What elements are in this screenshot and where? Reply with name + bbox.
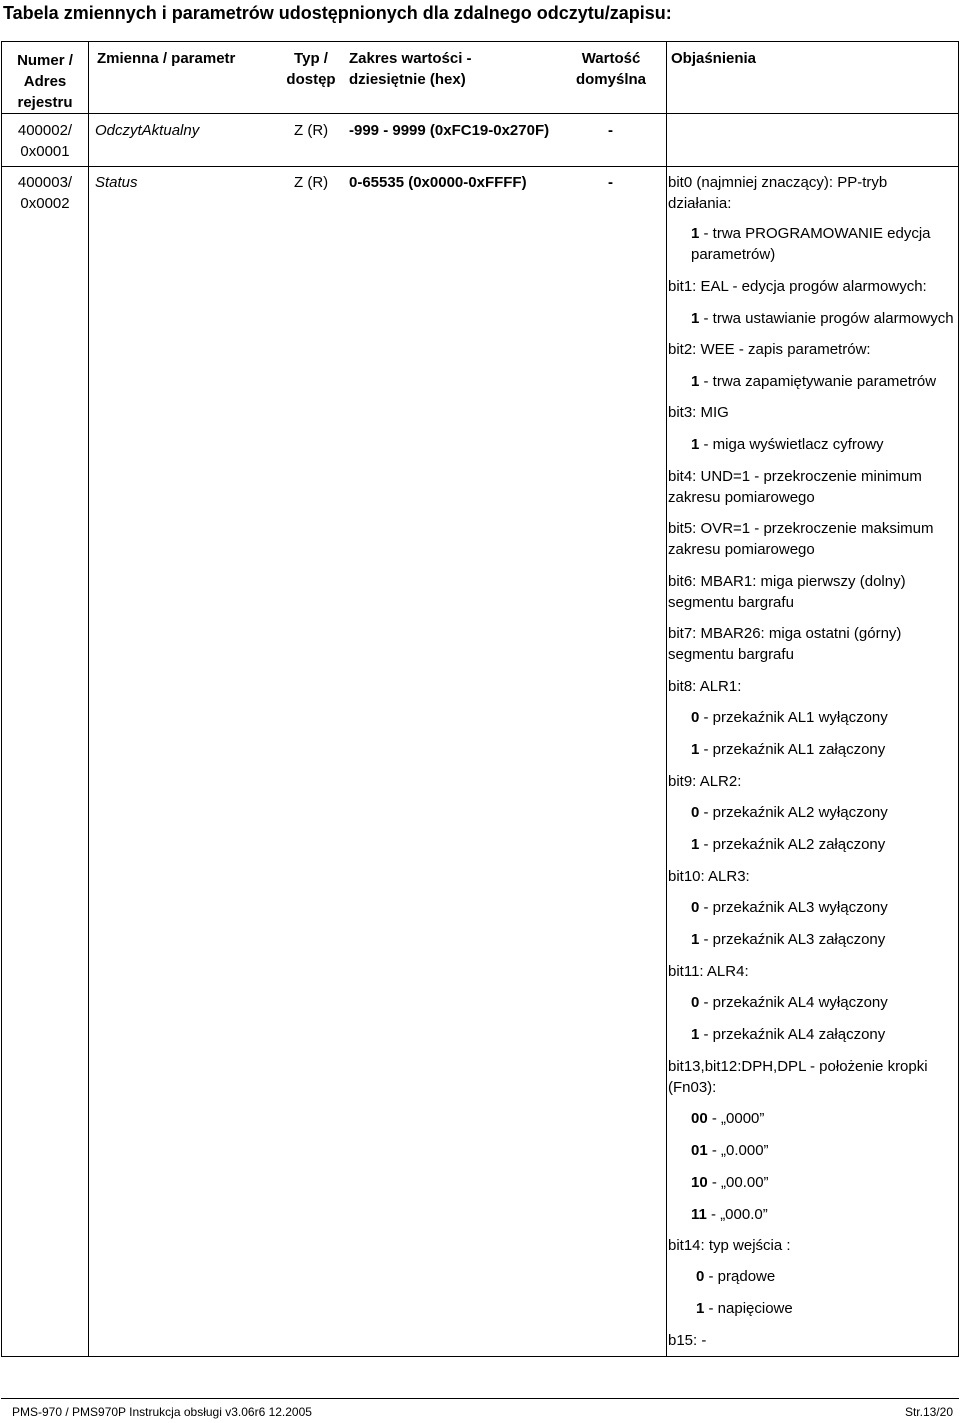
bit-description bbox=[668, 571, 956, 613]
bit-value: 01 bbox=[691, 1142, 708, 1159]
note-line bbox=[691, 223, 960, 244]
note-line: bit8: ALR1: bbox=[668, 678, 742, 695]
note-line bbox=[691, 834, 960, 855]
bit-value: 11 bbox=[691, 1206, 707, 1223]
note-line bbox=[691, 707, 960, 728]
bit-value: 1 bbox=[691, 436, 700, 453]
type-access: Z (R) bbox=[294, 174, 329, 191]
footer-page-number: Str.13/20 bbox=[904, 1405, 953, 1419]
note-line: bit11: ALR4: bbox=[668, 963, 749, 980]
note-line bbox=[696, 1266, 960, 1287]
bit-value: 1 bbox=[691, 373, 700, 390]
bit-value-item bbox=[691, 1108, 960, 1129]
bit-value: 1 bbox=[696, 1300, 705, 1317]
bit-description bbox=[668, 676, 956, 697]
header-type-access: Typ / dostęp bbox=[286, 50, 336, 88]
bit-meaning: - przekaźnik AL3 wyłączony bbox=[699, 899, 888, 916]
header-value-range: Zakres wartości - dziesiętnie (hex) bbox=[349, 50, 472, 88]
bit-description bbox=[668, 466, 956, 508]
bit-value-item bbox=[691, 371, 960, 392]
bit-description bbox=[668, 339, 956, 360]
type-access: Z (R) bbox=[294, 122, 329, 139]
bit-meaning: - trwa PROGRAMOWANIE edycja bbox=[699, 225, 931, 242]
bit-value-item bbox=[691, 223, 960, 265]
bit-value: 0 bbox=[691, 994, 700, 1011]
note-line: bit13,bit12:DPH,DPL - położenie kropki bbox=[668, 1058, 928, 1075]
note-line bbox=[691, 308, 960, 329]
bit-value: 0 bbox=[691, 804, 700, 821]
bit-meaning: - przekaźnik AL3 załączony bbox=[699, 931, 886, 948]
bit-meaning: - przekaźnik AL1 wyłączony bbox=[699, 709, 888, 726]
note-line bbox=[691, 802, 960, 823]
default-value: - bbox=[608, 174, 613, 191]
bit-meaning: - trwa ustawianie progów alarmowych bbox=[699, 310, 954, 327]
default-value: - bbox=[608, 122, 613, 139]
bit-meaning: - przekaźnik AL4 wyłączony bbox=[699, 994, 888, 1011]
bit-value-item bbox=[691, 434, 960, 455]
note-line: parametrów) bbox=[691, 246, 776, 263]
bit-description bbox=[668, 1330, 956, 1351]
page-title: Tabela zmiennych i parametrów udostępnionych dla zdalnego odczytu/zapisu: bbox=[3, 3, 672, 23]
bit-meaning: - napięciowe bbox=[704, 1300, 793, 1317]
note-line bbox=[691, 1140, 960, 1161]
column-divider bbox=[88, 42, 89, 1356]
bit-value-item bbox=[696, 1266, 960, 1287]
note-line: bit5: OVR=1 - przekroczenie maksimum bbox=[668, 520, 934, 537]
bit-description bbox=[668, 771, 956, 792]
bit-meaning: - przekaźnik AL1 załączony bbox=[699, 741, 886, 758]
bit-description bbox=[668, 1235, 956, 1256]
footer-divider bbox=[1, 1398, 959, 1399]
bit-description bbox=[668, 402, 956, 423]
header-register-number: Numer / Adres rejestru bbox=[17, 52, 73, 111]
note-line: b15: - bbox=[668, 1332, 707, 1349]
note-line: bit7: MBAR26: miga ostatni (górny) bbox=[668, 625, 902, 642]
note-line: działania: bbox=[668, 195, 732, 212]
bit-value-item bbox=[691, 834, 960, 855]
note-line bbox=[691, 1172, 960, 1193]
bit-value: 0 bbox=[691, 899, 700, 916]
note-line: bit9: ALR2: bbox=[668, 773, 742, 790]
bit-description bbox=[668, 1056, 956, 1098]
bit-description bbox=[668, 276, 956, 297]
bit-value: 1 bbox=[691, 225, 700, 242]
bit-value-item bbox=[691, 992, 960, 1013]
bit-meaning: - „0.000” bbox=[707, 1142, 769, 1159]
value-range: -999 - 9999 (0xFC19-0x270F) bbox=[349, 122, 550, 139]
header-explanations: Objaśnienia bbox=[671, 50, 757, 67]
note-line bbox=[691, 929, 960, 950]
note-line: bit10: ALR3: bbox=[668, 868, 750, 885]
bit-description bbox=[668, 866, 956, 887]
note-line bbox=[691, 1108, 960, 1129]
bit-value-item bbox=[691, 1024, 960, 1045]
note-line: bit6: MBAR1: miga pierwszy (dolny) bbox=[668, 573, 906, 590]
note-line: zakresu pomiarowego bbox=[668, 489, 815, 506]
header-variable: Zmienna / parametr bbox=[97, 50, 236, 67]
variable-name: OdczytAktualny bbox=[95, 122, 200, 139]
bit-description bbox=[668, 518, 956, 560]
register-address: 400002/ 0x0001 bbox=[17, 122, 73, 160]
bit-meaning: - przekaźnik AL4 załączony bbox=[699, 1026, 886, 1043]
bit-value: 1 bbox=[691, 310, 700, 327]
column-divider bbox=[666, 42, 667, 1356]
header-default-value: Wartość domyślna bbox=[575, 50, 647, 88]
note-line bbox=[696, 1298, 960, 1319]
value-range: 0-65535 (0x0000-0xFFFF) bbox=[349, 174, 527, 191]
bit-meaning: - przekaźnik AL2 załączony bbox=[699, 836, 886, 853]
bit-meaning: - prądowe bbox=[704, 1268, 776, 1285]
bit-meaning: - „0000” bbox=[707, 1110, 765, 1127]
row-divider bbox=[2, 166, 958, 167]
note-line: bit2: WEE - zapis parametrów: bbox=[668, 341, 871, 358]
note-line bbox=[691, 897, 960, 918]
bit-description bbox=[668, 623, 956, 665]
bit-value-item bbox=[696, 1298, 960, 1319]
bit-value-item bbox=[691, 707, 960, 728]
bit-value-item bbox=[691, 802, 960, 823]
note-line: bit1: EAL - edycja progów alarmowych: bbox=[668, 278, 927, 295]
bit-value: 00 bbox=[691, 1110, 708, 1127]
bit-value: 0 bbox=[691, 709, 700, 726]
bit-description bbox=[668, 172, 956, 214]
bit-description bbox=[668, 961, 956, 982]
bit-value: 1 bbox=[691, 931, 700, 948]
bit-value-item bbox=[691, 929, 960, 950]
note-line: bit3: MIG bbox=[668, 404, 729, 421]
note-line bbox=[691, 1024, 960, 1045]
bit-value-item bbox=[691, 1204, 960, 1225]
note-line: (Fn03): bbox=[668, 1079, 717, 1096]
bit-meaning: - trwa zapamiętywanie parametrów bbox=[699, 373, 937, 390]
bit-meaning: - miga wyświetlacz cyfrowy bbox=[699, 436, 884, 453]
bit-value: 10 bbox=[691, 1174, 708, 1191]
bit-value: 1 bbox=[691, 741, 700, 758]
bit-meaning: - „00.00” bbox=[707, 1174, 769, 1191]
bit-value-item bbox=[691, 897, 960, 918]
note-line bbox=[691, 739, 960, 760]
bit-meaning: - przekaźnik AL2 wyłączony bbox=[699, 804, 888, 821]
bit-value-item bbox=[691, 1172, 960, 1193]
note-line: segmentu bargrafu bbox=[668, 594, 794, 611]
note-line bbox=[691, 434, 960, 455]
bit-value-item bbox=[691, 1140, 960, 1161]
bit-value: 1 bbox=[691, 836, 700, 853]
note-line: zakresu pomiarowego bbox=[668, 541, 815, 558]
note-line: bit4: UND=1 - przekroczenie minimum bbox=[668, 468, 922, 485]
register-address: 400003/ 0x0002 bbox=[17, 174, 73, 212]
note-line: bit14: typ wejścia : bbox=[668, 1237, 791, 1254]
variable-name: Status bbox=[95, 174, 138, 191]
header-divider bbox=[2, 113, 958, 114]
footer-document-info: PMS-970 / PMS970P Instrukcja obsługi v3.06r6 12.2005 bbox=[12, 1405, 312, 1419]
note-line: bit0 (najmniej znaczący): PP-tryb bbox=[668, 174, 888, 191]
note-line bbox=[691, 1204, 960, 1225]
bit-value: 1 bbox=[691, 1026, 700, 1043]
note-line bbox=[691, 371, 960, 392]
note-line: segmentu bargrafu bbox=[668, 646, 794, 663]
note-line bbox=[691, 992, 960, 1013]
bit-meaning: - „000.0” bbox=[706, 1206, 768, 1223]
bit-value-item bbox=[691, 308, 960, 329]
bit-value: 0 bbox=[696, 1268, 705, 1285]
bit-value-item bbox=[691, 739, 960, 760]
